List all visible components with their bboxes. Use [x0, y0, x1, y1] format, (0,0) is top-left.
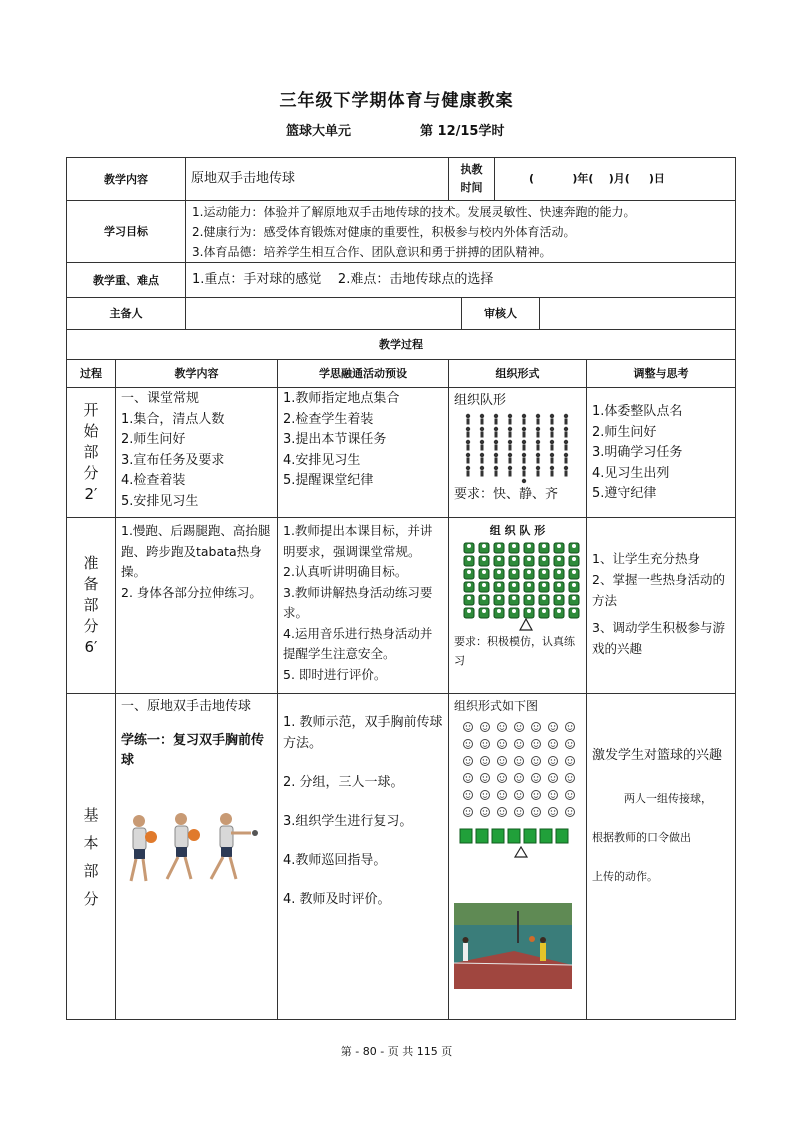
keypoints-label: 教学重、难点	[66, 262, 186, 298]
student-face-icon	[549, 757, 558, 766]
student-face-icon	[515, 774, 524, 783]
student-icon	[480, 427, 484, 438]
student-icon	[508, 453, 512, 464]
student-face-icon	[481, 740, 490, 749]
start-content	[115, 387, 278, 518]
student-icon	[536, 440, 540, 451]
teacher-triangle-icon	[520, 619, 532, 630]
student-icon	[480, 440, 484, 451]
unit-name: 篮球大单元	[286, 124, 352, 139]
reviewer-label: 审核人	[461, 297, 540, 330]
adjust-note: 根据教师的口令做出	[592, 831, 691, 844]
prep-content	[115, 517, 278, 694]
student-icon	[550, 466, 554, 477]
student-icon	[494, 608, 504, 618]
student-icon	[508, 829, 520, 843]
student-face-icon	[566, 757, 575, 766]
stage-char: 备	[83, 575, 99, 593]
student-icon	[550, 427, 554, 438]
org-title: 组 织 队 形	[489, 524, 546, 537]
org-title: 组织形式如下图	[454, 699, 539, 713]
student-icon	[540, 829, 552, 843]
prep-activity	[277, 517, 449, 694]
student-face-icon	[481, 791, 490, 800]
lesson-number: 第 12/15学时	[420, 124, 505, 139]
adjust-line: 2、掌握一些热身活动的方法	[592, 572, 725, 608]
org-requirement: 要求：快、静、齐	[454, 487, 559, 502]
stage-char: 开	[83, 401, 99, 419]
student-icon	[509, 582, 519, 592]
student-icon	[509, 608, 519, 618]
student-icon	[466, 453, 470, 464]
student-icon	[494, 414, 498, 425]
student-icon	[460, 829, 472, 843]
stage-char: 部	[83, 443, 99, 461]
student-icon	[466, 440, 470, 451]
student-icon	[539, 556, 549, 566]
student-icon	[508, 427, 512, 438]
stage-char: 2′	[84, 485, 98, 503]
preparer-label: 主备人	[66, 297, 186, 330]
student-icon	[464, 543, 474, 553]
student-icon	[564, 427, 568, 438]
activity-line: 4. 教师及时评价。	[283, 892, 391, 907]
student-icon	[522, 440, 526, 451]
student-icon	[494, 556, 504, 566]
student-icon	[554, 556, 564, 566]
student-icon	[464, 569, 474, 579]
activity-line: 1.教师提出本课目标，并讲明要求，强调课堂常规。	[283, 523, 433, 559]
activity-line: 1. 教师示范，双手胸前传球方法。	[283, 715, 443, 751]
student-icon	[569, 582, 579, 592]
student-icon	[466, 414, 470, 425]
student-icon	[524, 569, 534, 579]
student-icon	[494, 453, 498, 464]
student-icon	[480, 414, 484, 425]
student-face-icon	[515, 740, 524, 749]
header-stage: 过程	[66, 359, 116, 388]
activity-line: 4.运用音乐进行热身活动并提醒学生注意安全。	[283, 625, 433, 661]
start-organization	[448, 387, 587, 518]
activity-line: 2.认真听讲明确目标。	[283, 564, 408, 579]
adjust-note: 两人一组传接球，	[624, 792, 712, 805]
student-face-icon	[515, 791, 524, 800]
student-face-icon	[498, 774, 507, 783]
student-face-icon	[481, 774, 490, 783]
student-face-icon	[532, 723, 541, 732]
stage-char: 准	[83, 554, 99, 572]
student-face-icon	[498, 740, 507, 749]
content-line: 2. 身体各部分拉伸练习。	[121, 584, 262, 600]
student-face-icon	[464, 740, 473, 749]
student-face-icon	[498, 757, 507, 766]
student-face-icon	[566, 723, 575, 732]
student-icon	[464, 595, 474, 605]
reviewer-value	[539, 297, 736, 330]
student-icon	[522, 427, 526, 438]
student-icon	[539, 569, 549, 579]
adjust-line: 激发学生对篮球的兴趣	[592, 748, 723, 763]
student-icon	[536, 414, 540, 425]
stage-char: 部	[83, 861, 99, 880]
student-icon	[466, 427, 470, 438]
student-icon	[494, 466, 498, 477]
activity-line: 5. 即时进行评价。	[283, 666, 387, 682]
goal-item: 2.健康行为：感受体育锻炼对健康的重要性，积极参与校内外体育活动。	[192, 225, 576, 239]
student-icon	[494, 440, 498, 451]
header-adjust: 调整与思考	[586, 359, 736, 388]
goal-item: 1.运动能力：体验并了解原地双手击地传球的技术。发展灵敏性、快速奔跑的能力。	[192, 205, 636, 219]
student-icon	[480, 453, 484, 464]
student-icon	[464, 582, 474, 592]
student-icon	[464, 608, 474, 618]
activity-line: 4.安排见习生	[283, 452, 361, 468]
student-icon	[494, 427, 498, 438]
student-icon	[492, 829, 504, 843]
student-icon	[554, 595, 564, 605]
student-icon	[564, 440, 568, 451]
adjust-line: 2.师生问好	[592, 424, 657, 440]
student-icon	[554, 543, 564, 553]
student-face-icon	[498, 723, 507, 732]
student-icon	[554, 608, 564, 618]
student-icon	[466, 466, 470, 477]
content-line: 1.慢跑、后踢腿跑、高抬腿跑、跨步跑及tabata热身操。	[121, 523, 271, 579]
student-face-icon	[532, 774, 541, 783]
student-icon	[524, 582, 534, 592]
student-face-icon	[498, 808, 507, 817]
student-icon	[536, 453, 540, 464]
student-icon	[564, 466, 568, 477]
student-icon	[539, 582, 549, 592]
student-icon	[476, 829, 488, 843]
student-icon	[550, 453, 554, 464]
student-icon	[569, 569, 579, 579]
student-icon	[569, 543, 579, 553]
student-face-icon	[532, 808, 541, 817]
org-title: 组织队形	[454, 393, 507, 408]
header-organization: 组织形式	[448, 359, 587, 388]
keypoints-value: 1.重点：手对球的感觉 2.难点：击地传球点的选择	[185, 262, 736, 298]
student-icon	[479, 582, 489, 592]
student-face-icon	[481, 808, 490, 817]
student-icon	[550, 440, 554, 451]
student-face-icon	[566, 791, 575, 800]
student-face-icon	[515, 723, 524, 732]
student-face-icon	[464, 808, 473, 817]
student-icon	[522, 414, 526, 425]
student-icon	[479, 569, 489, 579]
adjust-line: 1、让学生充分热身	[592, 551, 700, 566]
formation-diagram	[464, 410, 584, 485]
stage-char: 分	[83, 464, 99, 482]
student-icon	[508, 466, 512, 477]
student-face-icon	[549, 791, 558, 800]
basic-content	[115, 693, 278, 1020]
activity-line: 3.组织学生进行复习。	[283, 814, 413, 829]
student-icon	[564, 414, 568, 425]
time-label: 执教时间	[448, 157, 495, 201]
formation-diagram	[460, 540, 585, 632]
prep-adjust	[586, 517, 736, 694]
stage-char: 基	[83, 805, 99, 824]
student-face-icon	[481, 723, 490, 732]
activity-line: 5.提醒课堂纪律	[283, 473, 374, 488]
student-icon	[494, 543, 504, 553]
content-line: 一、课堂常规	[121, 391, 200, 406]
student-icon	[509, 569, 519, 579]
start-adjust	[586, 387, 736, 518]
stage-start	[66, 387, 116, 518]
activity-line: 3.教师讲解热身活动练习要求。	[283, 584, 433, 620]
page-title: 三年级下学期体育与健康教案	[279, 91, 514, 111]
student-icon	[564, 453, 568, 464]
student-face-icon	[464, 757, 473, 766]
student-icon	[524, 543, 534, 553]
student-icon	[554, 582, 564, 592]
preparer-value	[185, 297, 462, 330]
student-face-icon	[532, 757, 541, 766]
date-value: ( )年( )月( )日	[494, 157, 736, 201]
student-face-icon	[549, 723, 558, 732]
student-face-icon	[515, 757, 524, 766]
student-icon	[524, 829, 536, 843]
student-face-icon	[566, 808, 575, 817]
adjust-line: 4.见习生出列	[592, 465, 670, 481]
student-icon	[550, 414, 554, 425]
student-icon	[494, 595, 504, 605]
header-content: 教学内容	[115, 359, 278, 388]
content-line: 5.安排见习生	[121, 493, 199, 509]
activity-line: 1.教师指定地点集合	[283, 391, 400, 406]
activity-line: 2. 分组，三人一球。	[283, 775, 404, 790]
student-face-icon	[549, 740, 558, 749]
student-icon	[569, 556, 579, 566]
basic-activity	[277, 693, 449, 1020]
adjust-note: 上传的动作。	[592, 870, 658, 883]
student-face-icon	[464, 723, 473, 732]
student-icon	[539, 595, 549, 605]
student-face-icon	[532, 740, 541, 749]
student-icon	[479, 556, 489, 566]
student-face-icon	[549, 774, 558, 783]
header-activity: 学思融通活动预设	[277, 359, 449, 388]
student-icon	[464, 556, 474, 566]
content-line: 3.宣布任务及要求	[121, 452, 225, 468]
content-title: 一、原地双手击地传球	[121, 699, 252, 714]
student-face-icon	[498, 791, 507, 800]
student-icon	[539, 543, 549, 553]
student-icon	[508, 440, 512, 451]
activity-line: 2.检查学生着装	[283, 411, 374, 427]
student-face-icon	[532, 791, 541, 800]
stage-char: 部	[83, 596, 99, 614]
goals-label: 学习目标	[66, 200, 186, 263]
student-icon	[494, 582, 504, 592]
stage-char: 分	[83, 889, 99, 908]
activity-line: 3.提出本节课任务	[283, 432, 387, 447]
student-icon	[536, 427, 540, 438]
content-value: 原地双手击地传球	[185, 157, 449, 201]
student-face-icon	[566, 774, 575, 783]
student-icon	[494, 569, 504, 579]
prep-organization	[448, 517, 587, 694]
org-requirement: 要求：积极模仿，认真练习	[454, 635, 575, 667]
content-line: 2.师生问好	[121, 432, 186, 447]
student-icon	[522, 453, 526, 464]
stage-char: 本	[83, 833, 99, 852]
student-icon	[524, 608, 534, 618]
content-line: 1.集合，清点人数	[121, 411, 225, 427]
adjust-line: 1.体委整队点名	[592, 404, 683, 419]
page-footer: 第 - 80 - 页 共 115 页	[340, 1045, 453, 1058]
teacher-triangle-icon	[515, 847, 527, 857]
student-icon	[479, 595, 489, 605]
activity-line: 4.教师巡回指导。	[283, 853, 387, 868]
student-icon	[509, 556, 519, 566]
student-face-icon	[464, 791, 473, 800]
goal-item: 3.体育品德：培养学生相互合作、团队意识和勇于拼搏的团队精神。	[192, 245, 552, 259]
student-icon	[479, 608, 489, 618]
process-title: 教学过程	[66, 329, 736, 360]
passing-illustration	[121, 809, 261, 889]
adjust-line: 3、调动学生积极参与游戏的兴趣	[592, 620, 725, 656]
student-face-icon	[566, 740, 575, 749]
student-icon	[524, 595, 534, 605]
student-icon	[509, 595, 519, 605]
stage-prep	[66, 517, 116, 694]
stage-basic	[66, 693, 116, 1020]
adjust-line: 3.明确学习任务	[592, 445, 683, 460]
student-icon	[556, 829, 568, 843]
student-face-icon	[481, 757, 490, 766]
content-label: 教学内容	[66, 157, 186, 201]
student-face-icon	[515, 808, 524, 817]
formation-diagram	[458, 719, 583, 859]
student-icon	[539, 608, 549, 618]
student-icon	[479, 543, 489, 553]
student-icon	[536, 466, 540, 477]
start-activity	[277, 387, 449, 518]
student-icon	[554, 569, 564, 579]
practice-title: 学练一：复习双手胸前传球	[121, 733, 265, 768]
student-icon	[569, 608, 579, 618]
student-face-icon	[464, 774, 473, 783]
student-face-icon	[549, 808, 558, 817]
student-icon	[524, 556, 534, 566]
stage-char: 分	[83, 617, 99, 635]
stage-char: 6′	[84, 638, 98, 656]
basic-adjust	[586, 693, 736, 1020]
adjust-line: 5.遵守纪律	[592, 486, 657, 501]
student-icon	[522, 466, 526, 477]
student-icon	[509, 543, 519, 553]
basic-organization	[448, 693, 587, 1020]
stage-char: 始	[83, 422, 99, 440]
student-icon	[522, 479, 526, 483]
content-line: 4.检查着装	[121, 473, 186, 488]
student-icon	[480, 466, 484, 477]
goals-list	[185, 200, 736, 263]
court-photo	[454, 903, 572, 989]
student-icon	[569, 595, 579, 605]
student-icon	[508, 414, 512, 425]
